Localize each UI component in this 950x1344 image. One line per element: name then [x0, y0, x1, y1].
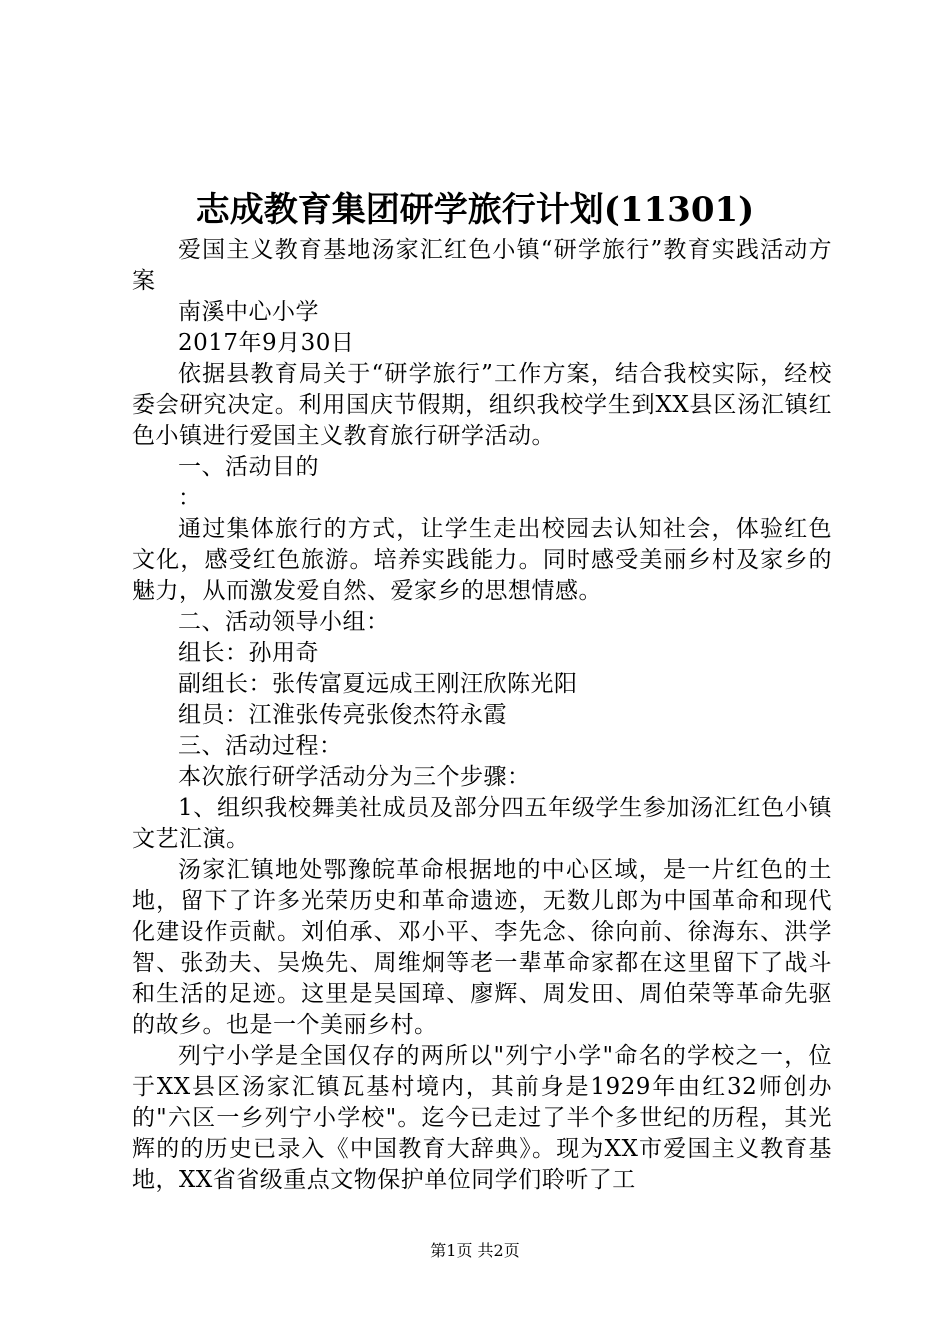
paragraph-plan-name: 爱国主义教育基地汤家汇红色小镇“研学旅行”教育实践活动方案 [132, 237, 832, 294]
document-body [132, 235, 832, 1196]
document-title: 志成教育集团研学旅行计划(11301) [195, 190, 755, 230]
page-footer: 第1页 共2页 [430, 1241, 520, 1260]
paragraph-intro: 依据县教育局关于“研学旅行”工作方案，结合我校实际，经校委会研究决定。利用国庆节假期，组织我校学生到XX县区汤汇镇红色小镇进行爱国主义教育旅行研学活动。 [132, 361, 832, 449]
paragraph-date: 2017年9月30日 [178, 330, 355, 356]
paragraph-deputy-leaders: 副组长：张传富夏远成王刚汪欣陈光阳 [178, 671, 578, 697]
paragraph-tangjiahui: 汤家汇镇地处鄂豫皖革命根据地的中心区域，是一片红色的土地，留下了许多光荣历史和革命遗迹，无数儿郎为中国革命和现代化建设作贡献。刘伯承、邓小平、李先念、徐向前、徐海东、洪学智、张劲夫、吴焕先、周维炯等老一辈革命家都在这里留下了战斗和生活的足迹。这里是吴国璋、廖辉、周发田、周伯荣等革命先驱的故乡。也是一个美丽乡村。 [132, 857, 832, 1038]
paragraph-lenin-school: 列宁小学是全国仅存的两所以"列宁小学"命名的学校之一，位于XX县区汤家汇镇瓦基村境内，其前身是1929年由红32师创办的"六区一乡列宁小学校"。迄今已走过了半个多世纪的历程，其光辉的的历史已录入《中国教育大辞典》。现为XX市爱国主义教育基地，XX省省级重点文物保护单位同学们聆听了工 [132, 1043, 832, 1193]
paragraph-steps-intro: 本次旅行研学活动分为三个步骤： [178, 764, 531, 790]
paragraph-school: 南溪中心小学 [178, 299, 319, 325]
paragraph-members: 组员：江淮张传亮张俊杰符永霞 [178, 702, 507, 728]
paragraph-leader: 组长：孙用奇 [178, 640, 319, 666]
heading-process: 三、活动过程： [178, 733, 343, 759]
heading-leadership: 二、活动领导小组： [178, 609, 390, 635]
heading-purpose: 一、活动目的 [178, 454, 319, 480]
paragraph-colon: ： [178, 485, 202, 511]
paragraph-step-1: 1、组织我校舞美社成员及部分四五年级学生参加汤汇红色小镇文艺汇演。 [132, 795, 832, 852]
paragraph-purpose: 通过集体旅行的方式，让学生走出校园去认知社会，体验红色文化，感受红色旅游。培养实践能力。同时感受美丽乡村及家乡的魅力，从而激发爱自然、爱家乡的思想情感。 [132, 516, 832, 604]
